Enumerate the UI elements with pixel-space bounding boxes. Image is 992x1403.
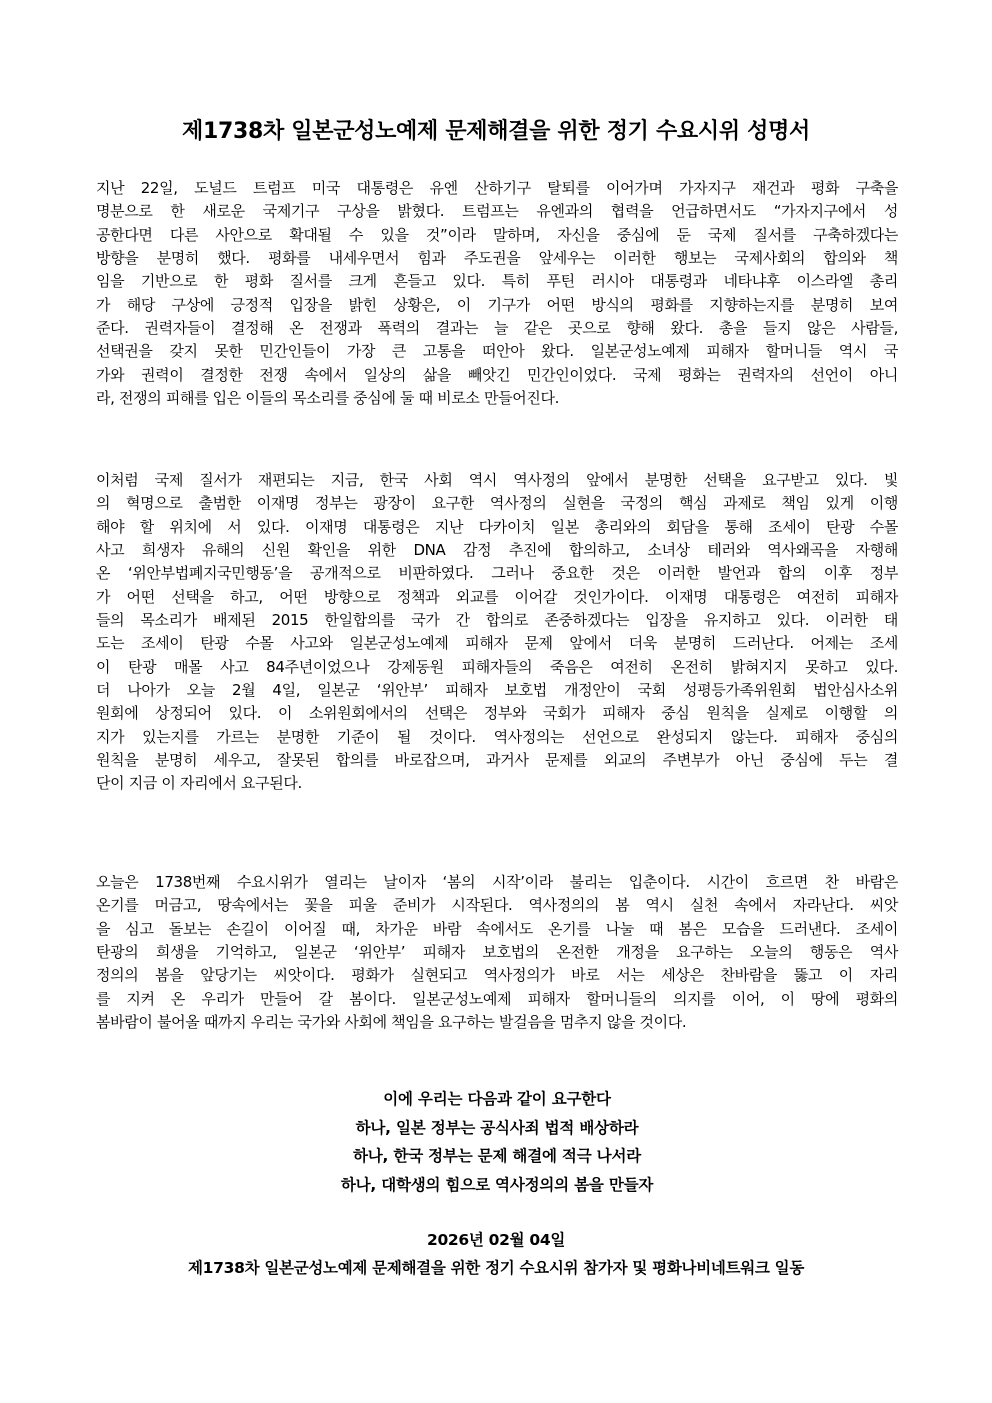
paragraph-line: 가와 권력이 결정한 전쟁 속에서 일상의 삶을 빼앗긴 민간인이었다. 국제 평화는 권력자의 선언이 아니 — [96, 365, 898, 384]
paragraph-line: 사고 희생자 유해의 신원 확인을 위한 DNA 감정 추진에 합의하고, 소녀상 테러와 역사왜곡을 자행해 — [96, 541, 898, 560]
paragraph-line: 단이 지금 이 자리에서 요구된다. — [96, 774, 302, 793]
paragraph-2 — [96, 469, 898, 796]
paragraph-line: 이처럼 국제 질서가 재편되는 지금, 한국 사회 역시 역사정의 앞에서 분명한 선택을 요구받고 있다. 빛 — [96, 471, 898, 489]
statement-date: 2026년 02월 04일 — [426, 1231, 566, 1249]
paragraph-line: 의 혁명으로 출범한 이재명 정부는 광장이 요구한 역사정의 실현을 국정의 핵심 과제로 책임 있게 이행 — [96, 494, 898, 513]
paragraph-line: 도는 조세이 탄광 수몰 사고와 일본군성노예제 피해자 문제 앞에서 더욱 분명히 드러난다. 어제는 조세 — [96, 634, 898, 653]
paragraph-line: 방향을 분명히 했다. 평화를 내세우면서 힘과 주도권을 앞세우는 이러한 행보는 국제사회의 합의와 책 — [96, 249, 898, 268]
paragraph-line: 봄바람이 불어올 때까지 우리는 국가와 사회에 책임을 요구하는 발걸음을 멈추지 않을 것이다. — [96, 1013, 687, 1032]
paragraph-line: 가 해당 구상에 긍정적 입장을 밝힌 상황은, 이 기구가 어떤 방식의 평화를 지향하는지를 분명히 보여 — [96, 295, 898, 314]
demand-item: 하나, 일본 정부는 공식사죄 법적 배상하라 — [355, 1118, 639, 1137]
paragraph-line: 원회에 상정되어 있다. 이 소위원회에서의 선택은 정부와 국회가 피해자 중심 원칙을 실제로 이행할 의 — [96, 704, 898, 723]
statement-title: 제1738차 일본군성노예제 문제해결을 위한 정기 수요시위 성명서 — [182, 119, 810, 144]
demands-intro: 이에 우리는 다음과 같이 요구한다 — [383, 1090, 611, 1108]
paragraph-line: 선택권을 갖지 못한 민간인들이 가장 큰 고통을 떠안아 왔다. 일본군성노예제 피해자 할머니들 역시 국 — [96, 342, 898, 361]
paragraph-line: 준다. 권력자들이 결정해 온 전쟁과 폭력의 결과는 늘 같은 곳으로 향해 왔다. 총을 들지 않은 사람들, — [96, 319, 898, 338]
paragraph-1 — [96, 177, 898, 410]
paragraph-line: 해야 할 위치에 서 있다. 이재명 대통령은 지난 다카이치 일본 총리와의 회담을 통해 조세이 탄광 수몰 — [96, 517, 898, 536]
paragraph-line: 탄광의 희생을 기억하고, 일본군 ‘위안부’ 피해자 보호법의 온전한 개정을 요구하는 오늘의 행동은 역사 — [96, 943, 898, 962]
demand-item: 하나, 대학생의 힘으로 역사정의의 봄을 만들자 — [340, 1175, 654, 1194]
paragraph-line: 지가 있는지를 가르는 분명한 기준이 될 것이다. 역사정의는 선언으로 완성되지 않는다. 피해자 중심의 — [96, 727, 898, 746]
paragraph-line: 을 심고 돌보는 손길이 이어질 때, 차가운 바람 속에서도 온기를 나눌 때 봄은 모습을 드러낸다. 조세이 — [96, 919, 898, 938]
paragraph-line: 라, 전쟁의 피해를 입은 이들의 목소리를 중심에 둘 때 비로소 만들어진다. — [96, 389, 560, 408]
paragraph-line: 임을 기반으로 한 평화 질서를 크게 흔들고 있다. 특히 푸틴 러시아 대통령과 네타냐후 이스라엘 총리 — [96, 272, 898, 291]
paragraph-line: 더 나아가 오늘 2월 4일, 일본군 ‘위안부’ 피해자 보호법 개정안이 국회 성평등가족위원회 법안심사소위 — [96, 681, 898, 700]
statement-footer — [60, 1226, 932, 1282]
paragraph-line: 온기를 머금고, 땅속에서는 꽃을 피울 준비가 시작된다. 역사정의의 봄 역시 실천 속에서 자라난다. 씨앗 — [96, 896, 898, 915]
paragraph-line: 명분으로 한 새로운 국제기구 구상을 밝혔다. 트럼프는 유엔과의 협력을 언급하면서도 “가자지구에서 성 — [96, 202, 898, 221]
demand-item: 하나, 한국 정부는 문제 해결에 적극 나서라 — [352, 1147, 641, 1165]
paragraph-line: 온 ‘위안부법폐지국민행동’을 공개적으로 비판하였다. 그러나 중요한 것은 이러한 발언과 합의 이후 정부 — [96, 564, 898, 583]
paragraph-3 — [96, 871, 898, 1034]
paragraph-line: 정의의 봄을 앞당기는 씨앗이다. 평화가 실현되고 역사정의가 바로 서는 세상은 찬바람을 뚫고 이 자리 — [96, 966, 898, 985]
statement-signature: 제1738차 일본군성노예제 문제해결을 위한 정기 수요시위 참가자 및 평화나비네트워크 일동 — [187, 1259, 805, 1277]
paragraph-line: 지난 22일, 도널드 트럼프 미국 대통령은 유엔 산하기구 탈퇴를 이어가며 가자지구 재건과 평화 구축을 — [96, 179, 898, 197]
demands-block — [96, 1085, 898, 1199]
paragraph-line: 오늘은 1738번째 수요시위가 열리는 날이자 ‘봄의 시작’이라 불리는 입춘이다. 시간이 흐르면 찬 바람은 — [96, 873, 898, 891]
paragraph-line: 를 지켜 온 우리가 만들어 갈 봄이다. 일본군성노예제 피해자 할머니들의 의지를 이어, 이 땅에 평화의 — [96, 989, 898, 1008]
paragraph-line: 이 탄광 매몰 사고 84주년이었으나 강제동원 피해자들의 죽음은 여전히 온전히 밝혀지지 못하고 있다. — [96, 657, 898, 676]
paragraph-line: 공한다면 다른 사안으로 확대될 수 있을 것”이라 말하며, 자신을 중심에 둔 국제 질서를 구축하겠다는 — [96, 225, 898, 244]
paragraph-line: 들의 목소리가 배제된 2015 한일합의를 국가 간 합의로 존중하겠다는 입장을 유지하고 있다. 이러한 태 — [96, 611, 898, 630]
paragraph-line: 원칙을 분명히 세우고, 잘못된 합의를 바로잡으며, 과거사 문제를 외교의 주변부가 아닌 중심에 두는 결 — [96, 751, 898, 770]
paragraph-line: 가 어떤 선택을 하고, 어떤 방향으로 정책과 외교를 이어갈 것인가이다. 이재명 대통령은 여전히 피해자 — [96, 587, 898, 606]
